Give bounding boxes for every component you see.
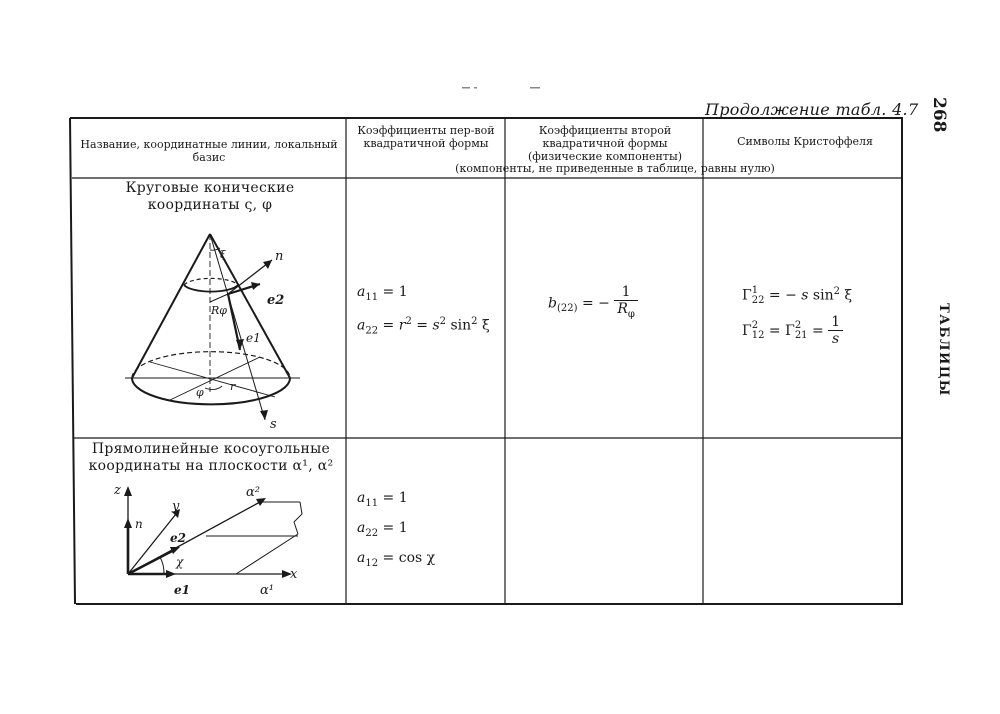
section-title: ТАБЛИЦЫ <box>936 303 951 397</box>
plane-label-alpha2: α² <box>246 485 260 500</box>
row2-first-form: $a_{11} = 1$ $a_{22} = 1$ $a_{12} = \cos \chi$ <box>357 490 436 569</box>
plane-label-alpha1: α¹ <box>260 583 274 598</box>
cone-label-e2: e2 <box>267 293 285 308</box>
plane-label-e2: e2 <box>170 531 186 545</box>
plane-label-x: x <box>290 567 298 582</box>
cone-label-e1: e1 <box>246 331 261 345</box>
row1-second-form: $b_{(22)}$ = − $\frac{1}{R_\varphi}$ <box>548 284 638 323</box>
plane-figure <box>110 478 330 600</box>
plane-label-n: n <box>135 517 143 531</box>
header-note: (компоненты, не приведенные в таблице, равны нулю) <box>455 162 775 175</box>
row1-christoffel: Γ 1 22 = − s $\sin^2 \xi$ Γ 2 12 = Γ 2 21 = $\frac{1}{s}$ <box>742 284 853 347</box>
header-second-form: Коэффициенты второй квадратичной формы (физические компоненты) <box>527 124 683 163</box>
page-number: 268 <box>929 97 949 133</box>
table-caption: Продолжение табл. 4.7 <box>705 100 919 119</box>
cone-label-s: s <box>270 417 277 432</box>
plane-label-z: z <box>114 483 121 498</box>
header-christoffel: Символы Кристоффеля <box>737 135 873 148</box>
cone-label-r: r <box>230 380 236 393</box>
row1-title <box>90 180 330 214</box>
header-first-form: Коэффициенты пер-вой квадратичной формы <box>357 124 495 150</box>
cone-label-rphi: Rφ <box>211 304 227 317</box>
row2-title <box>82 441 340 475</box>
row2-title-line1: Прямолинейные косоугольные <box>91 441 331 457</box>
plane-label-chi: χ <box>176 555 184 569</box>
cone-figure <box>110 222 310 434</box>
row1-first-form: $a_{11} = 1$ $a_{22} = r^2 = s^2$ $\sin^2 \xi$ <box>357 284 490 337</box>
cone-label-n: n <box>275 249 284 264</box>
cone-label-xi: ξ <box>220 250 226 261</box>
row1-title-line1: Круговые конические <box>125 180 295 196</box>
plane-label-e1: e1 <box>174 583 190 597</box>
cone-label-phi: φ <box>196 386 204 399</box>
header-name: Название, координатные линии, локальный базис <box>80 138 338 164</box>
plane-label-y: y <box>172 499 180 514</box>
row2-title-line2: координаты на плоскости α¹, α² <box>88 458 334 474</box>
row1-title-line2: координаты ς, φ <box>147 197 273 213</box>
